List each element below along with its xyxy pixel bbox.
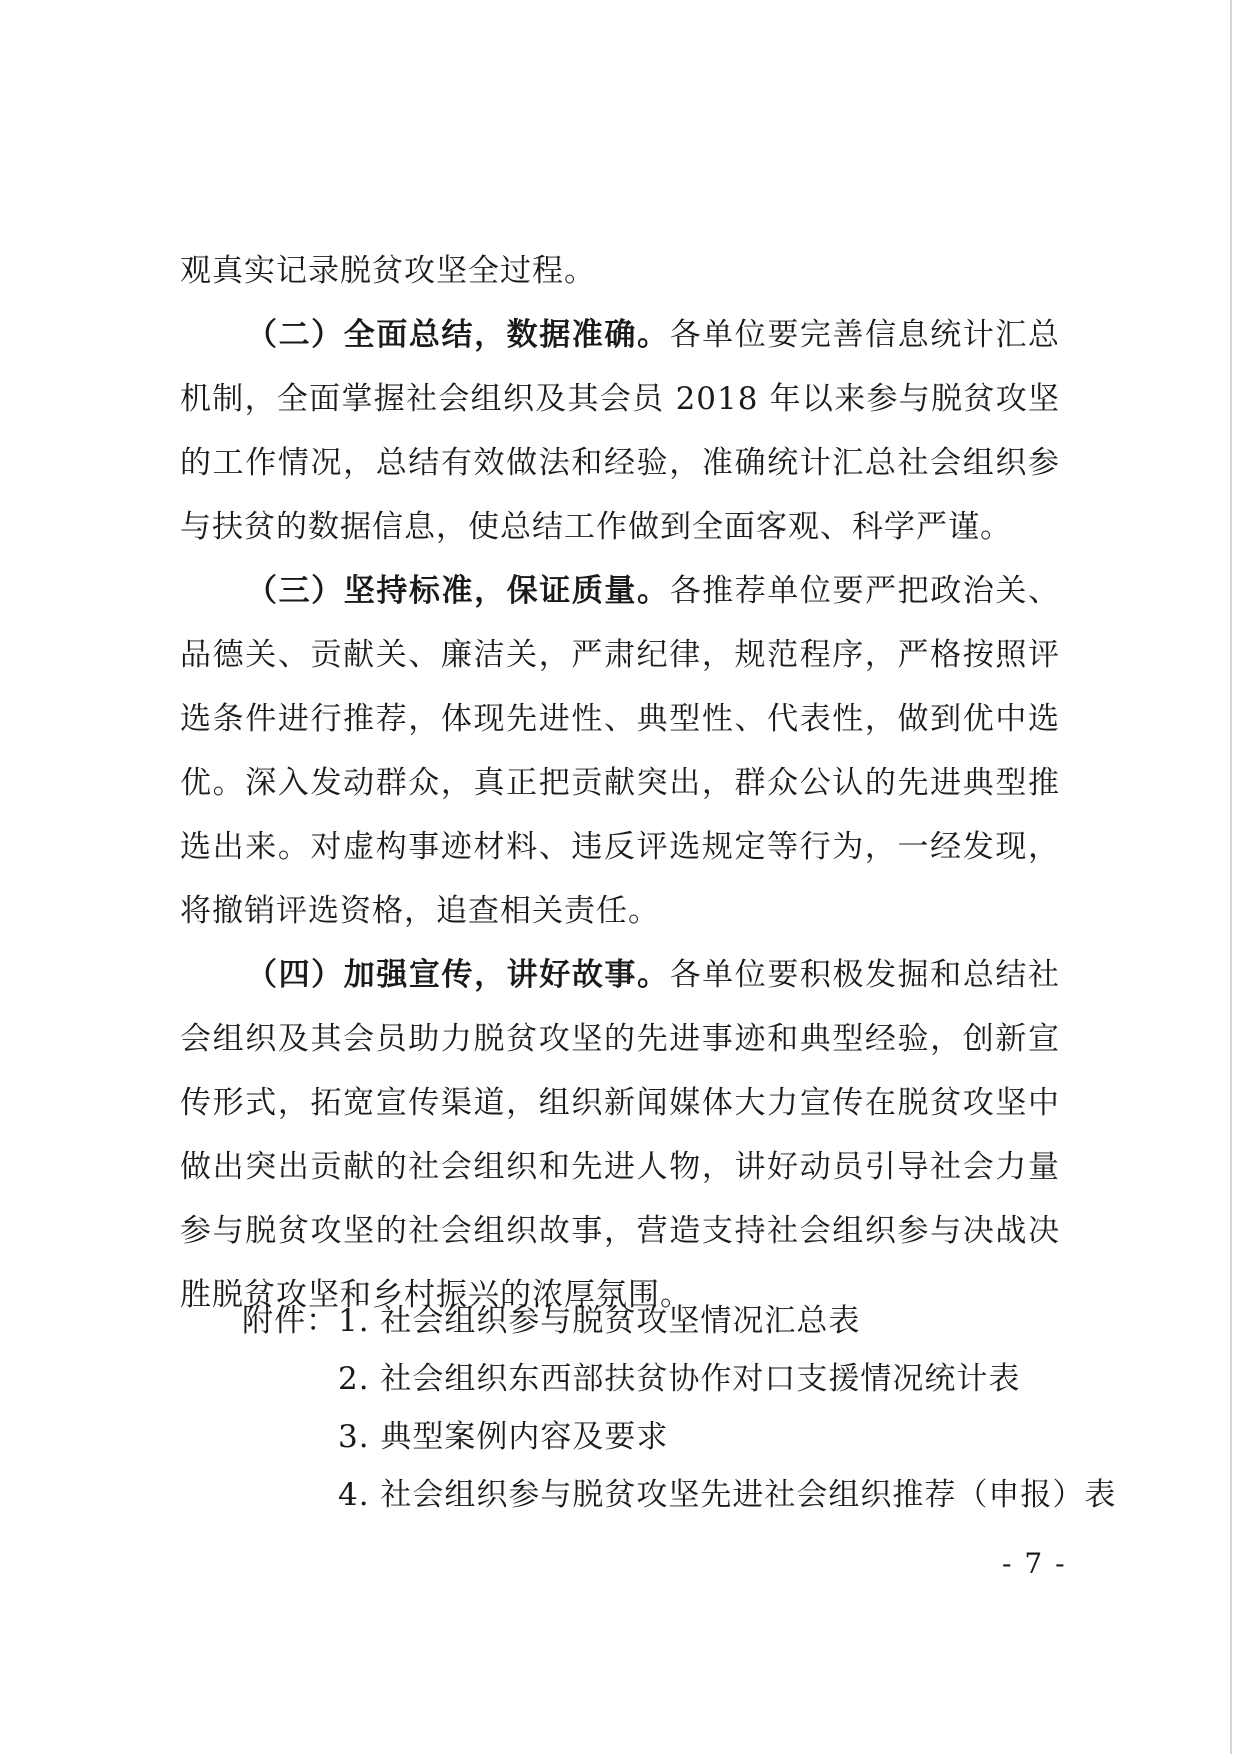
section-three-body: 各推荐单位要严把政治关、品德关、贡献关、廉洁关，严肃纪律，规范程序，严格按照评选条件进行推荐，体现先进性、典型性、代表性，做到优中选优。深入发动群众，真正把贡献突出，群众公认的先进典型推选出来。对虚构事迹材料、违反评选规定等行为，一经发现，将撤销评选资格，追查相关责任。 xyxy=(180,573,1061,929)
attachment-row xyxy=(242,1466,1117,1524)
section-four-heading: （四）加强宣传，讲好故事。 xyxy=(246,957,670,993)
attachments-label: 附件： xyxy=(242,1303,338,1339)
section-three-paragraph xyxy=(180,559,1060,943)
attachment-row xyxy=(242,1292,1072,1350)
section-four-paragraph xyxy=(180,943,1060,1327)
document-body xyxy=(180,239,1060,1327)
scan-edge-line xyxy=(1230,0,1232,1754)
attachment-item-1: 1. 社会组织参与脱贫攻坚情况汇总表 xyxy=(338,1303,861,1339)
section-two-body: 各单位要完善信息统计汇总机制，全面掌握社会组织及其会员 2018 年以来参与脱贫攻坚的工作情况，总结有效做法和经验，准确统计汇总社会组织参与扶贫的数据信息，使总结工作做到全面客观、科学严谨。 xyxy=(180,317,1061,545)
page-number: - 7 - xyxy=(1002,1547,1067,1580)
continuation-paragraph: 观真实记录脱贫攻坚全过程。 xyxy=(180,253,596,289)
section-two-paragraph xyxy=(180,303,1060,559)
attachments-list xyxy=(242,1292,1117,1524)
attachment-item-2: 2. 社会组织东西部扶贫协作对口支援情况统计表 xyxy=(338,1361,1021,1397)
attachment-item-3: 3. 典型案例内容及要求 xyxy=(338,1419,669,1455)
section-two-heading: （二）全面总结，数据准确。 xyxy=(246,317,670,353)
section-three-heading: （三）坚持标准，保证质量。 xyxy=(246,573,670,609)
attachment-item-4: 4. 社会组织参与脱贫攻坚先进社会组织推荐（申报）表 xyxy=(338,1477,1117,1513)
attachment-row xyxy=(242,1350,1072,1408)
section-four-body: 各单位要积极发掘和总结社会组织及其会员助力脱贫攻坚的先进事迹和典型经验，创新宣传形式，拓宽宣传渠道，组织新闻媒体大力宣传在脱贫攻坚中做出突出贡献的社会组织和先进人物，讲好动员引导社会力量参与脱贫攻坚的社会组织故事，营造支持社会组织参与决战决胜脱贫攻坚和乡村振兴的浓厚氛围。 xyxy=(180,957,1061,1313)
attachment-row xyxy=(242,1408,1072,1466)
